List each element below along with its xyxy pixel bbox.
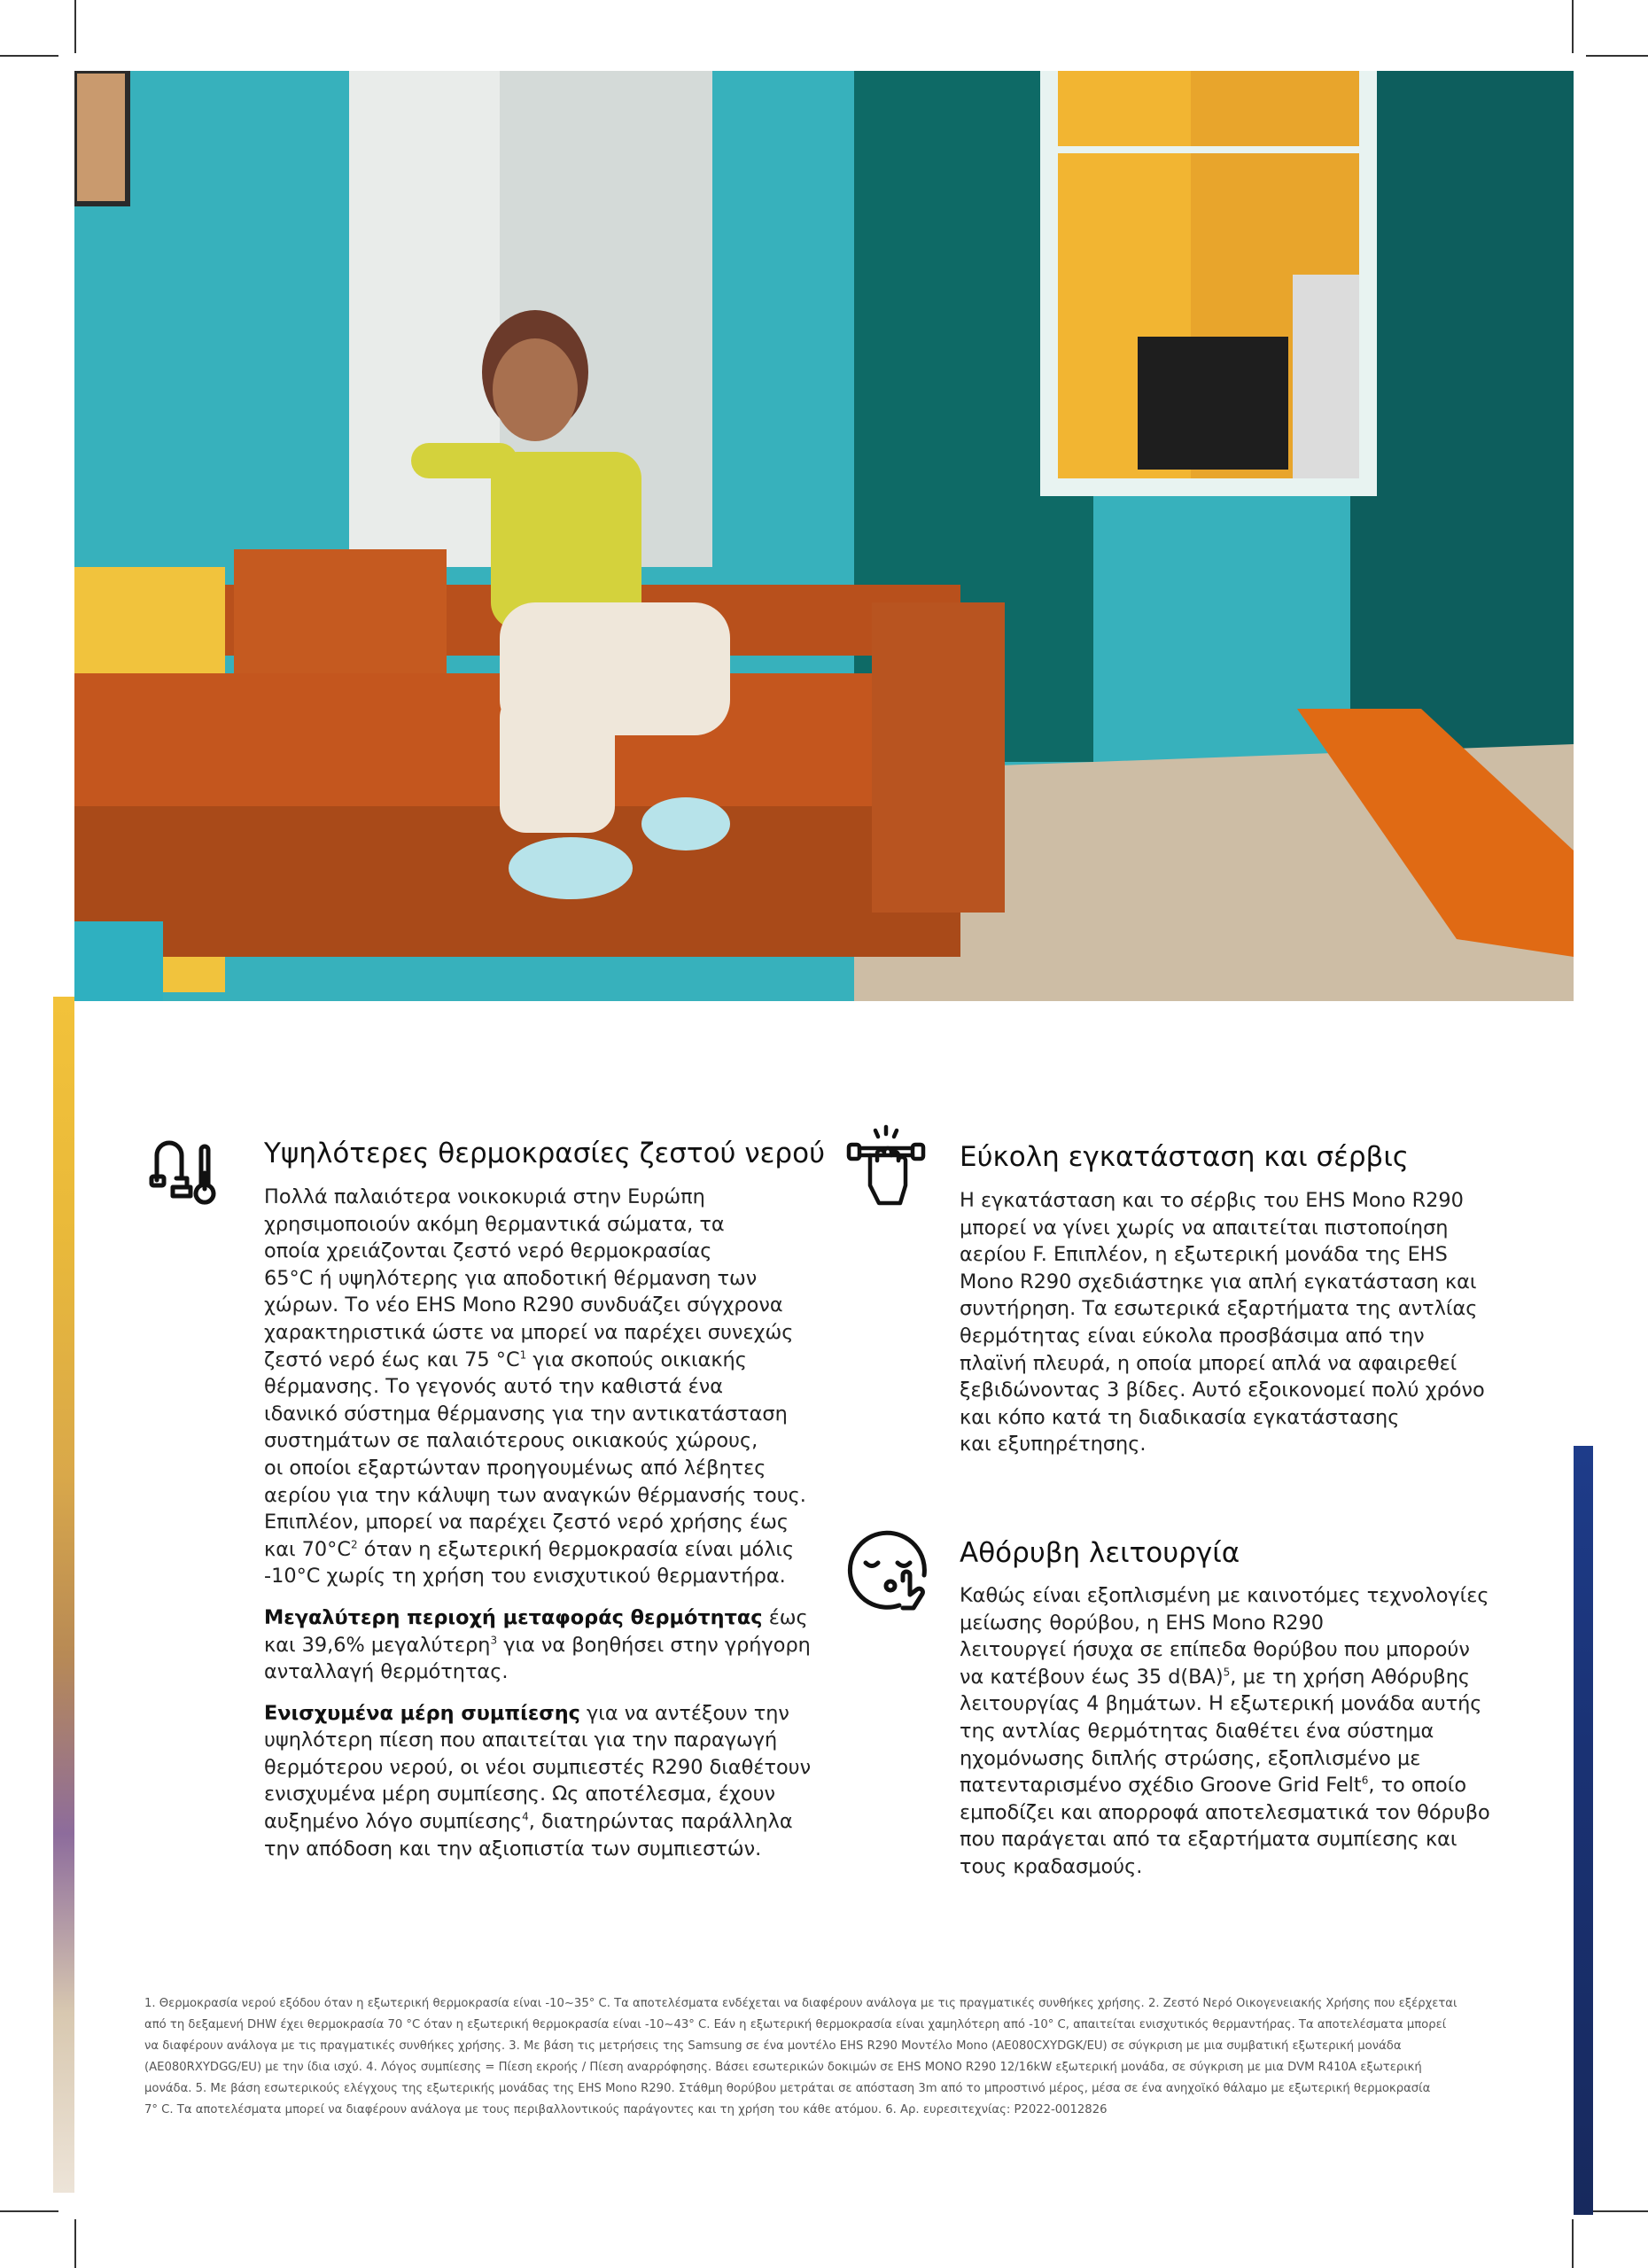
feature-body: [960, 1582, 1527, 1895]
footnote-ref: 6: [1361, 1774, 1369, 1787]
body-line: Πολλά παλαιότερα νοικοκυριά στην Ευρώπη: [264, 1185, 705, 1208]
body-paragraph: [264, 1604, 831, 1686]
crop-mark: [0, 55, 58, 57]
body-line: οι οποίοι εξαρτώνταν προηγουμένως από λέβητες: [264, 1456, 766, 1480]
footnote-ref: 2: [350, 1538, 358, 1551]
body-line: θέρμανσης. Το γεγονός αυτό την καθιστά ένα: [264, 1375, 724, 1399]
body-line: χώρων. Το νέο EHS Mono R290 συνδυάζει σύγχρονα: [264, 1293, 783, 1317]
footnote-line: να διαφέρουν ανάλογα με τις πραγματικές συνθήκες χρήσης. 3. Με βάση τις μετρήσεις της Samsung σε ένα μοντέλο EHS R290 Μοντέλο Mono (AE080CXYDGK/EU) σε σύγκριση με μια συμβατική εξωτερική μονάδα: [144, 2039, 1402, 2053]
body-line: Ενισχυμένα μέρη συμπίεσης για να αντέξουν την: [264, 1701, 789, 1725]
body-paragraph: [264, 1184, 831, 1590]
crop-mark: [1586, 2210, 1648, 2212]
body-line: τους κραδασμούς.: [960, 1854, 1143, 1878]
body-line: αερίου F. Επιπλέον, η εξωτερική μονάδα της EHS: [960, 1243, 1448, 1267]
body-line: ιδανικό σύστημα θέρμανσης για την αντικατάσταση: [264, 1402, 788, 1425]
body-line: θερμότητας είναι εύκολα προσβάσιμα από την: [960, 1324, 1425, 1348]
footnote-line: 7° C. Τα αποτελέσματα μπορεί να διαφέρουν ανάλογα με τους περιβαλλοντικούς παράγοντες και τη χρήση του κάθε ατόμου. 6. Αρ. ευρεσιτεχνίας: P2022-0012826: [144, 2103, 1108, 2117]
living-room-illustration: [74, 71, 1574, 1001]
body-paragraph: [264, 1700, 831, 1863]
body-line: ηχομόνωσης διπλής στρώσης, εξοπλισμένο με: [960, 1746, 1421, 1770]
quiet-face-icon: [846, 1527, 931, 1612]
crop-mark: [0, 2210, 58, 2212]
hero-photo: [74, 71, 1574, 1001]
body-line: συστημάτων σε παλαιότερους οικιακούς χώρους,: [264, 1429, 758, 1453]
footnote-ref: 1: [519, 1348, 527, 1362]
body-line: πατενταρισμένο σχέδιο Groove Grid Felt$^6$, το οποίο: [960, 1774, 1467, 1798]
footnote-line: από τη δεξαμενή DHW έχει θερμοκρασία 70 °C όταν η εξωτερική θερμοκρασία είναι -10~43° C. Εάν η εξωτερική θερμοκρασία είναι χαμηλότερη από -10° C, απαιτείται ενισχυτικός θερμαντήρας. Τα αποτελέσματα μπορεί: [144, 2018, 1447, 2031]
body-line: Η εγκατάσταση και το σέρβις του EHS Mono R290: [960, 1189, 1464, 1212]
body-paragraph: [960, 1582, 1527, 1881]
bold-lead: Ενισχυμένα μέρη συμπίεσης: [264, 1701, 580, 1725]
body-line: Επιπλέον, μπορεί να παρέχει ζεστό νερό χρήσης έως: [264, 1511, 789, 1534]
decorative-strip-right: [1574, 1446, 1593, 2215]
footnote-line: μονάδα. 5. Με βάση εσωτερικούς ελέγχους της εξωτερικής μονάδας της EHS Mono R290. Στάθμη θορύβου μετράται σε απόσταση 3m από το μπροστινό μέρος, μέσα σε ένα ανηχοϊκό θάλαμο με εξωτερική θερμοκρασία: [144, 2082, 1431, 2095]
feature-body: [960, 1187, 1527, 1472]
body-line: αυξημένο λόγο συμπίεσης$^4$, διατηρώντας παράλληλα: [264, 1810, 793, 1834]
body-line: αερίου για την κάλυψη των αναγκών θέρμανσής τους.: [264, 1483, 806, 1507]
crop-mark: [74, 2219, 76, 2268]
body-line: υψηλότερη πίεση που απαιτείται για την παραγωγή: [264, 1728, 778, 1752]
body-line: λειτουργεί ήσυχα σε επίπεδα θορύβου που μπορούν: [960, 1638, 1470, 1662]
body-line: της αντλίας θερμότητας διαθέτει ένα σύστημα: [960, 1719, 1434, 1743]
footnote-line: (AE080RXYDGG/EU) με την ίδια ισχύ. 4. Λόγος συμπίεσης = Πίεση εκροής / Πίεση αναρρόφησης. Βάσει εσωτερικών δοκιμών σε EHS MONO R290 12/16kW εξωτερική μονάδα, σε σύγκριση με μια DVM R410A εξωτερική: [144, 2061, 1422, 2074]
crop-mark: [1572, 2219, 1574, 2268]
body-line: χρησιμοποιούν ακόμη θερμαντικά σώματα, τα: [264, 1212, 725, 1236]
body-line: 65°C ή υψηλότερης για αποδοτική θέρμανση των: [264, 1266, 758, 1290]
body-line: ξεβιδώνοντας 3 βίδες. Αυτό εξοικονομεί πολύ χρόνο: [960, 1379, 1485, 1402]
footnote-ref: 4: [522, 1810, 529, 1823]
crop-mark: [1586, 55, 1648, 57]
body-line: την απόδοση και την αξιοπιστία των συμπιεστών.: [264, 1837, 762, 1860]
body-line: -10°C χωρίς τη χρήση του ενισχυτικού θερμαντήρα.: [264, 1565, 786, 1588]
body-paragraph: [960, 1187, 1527, 1458]
feature-body: [264, 1184, 831, 1876]
body-line: πλαϊνή πλευρά, η οποία μπορεί απλά να αφαιρεθεί: [960, 1351, 1458, 1375]
decorative-strip-left: [53, 997, 74, 2193]
body-line: οποία χρειάζονται ζεστό νερό θερμοκρασίας: [264, 1239, 712, 1263]
faucet-thermometer-icon: [144, 1134, 229, 1219]
hand-wrench-icon: [843, 1123, 929, 1208]
feature-title: Αθόρυβη λειτουργία: [960, 1537, 1240, 1569]
body-line: Μεγαλύτερη περιοχή μεταφοράς θερμότητας έως: [264, 1605, 808, 1629]
body-line: ανταλλαγή θερμότητας.: [264, 1660, 509, 1684]
body-line: εμποδίζει και απορροφά αποτελεσματικά τον θόρυβο: [960, 1800, 1490, 1824]
body-line: Mono R290 σχεδιάστηκε για απλή εγκατάσταση και: [960, 1270, 1477, 1293]
body-line: και $70^\circ C^2$ όταν η εξωτερική θερμοκρασία είναι μόλις: [264, 1537, 795, 1561]
body-line: λειτουργίας 4 βημάτων. Η εξωτερική μονάδα αυτής: [960, 1692, 1482, 1716]
crop-mark: [74, 0, 76, 53]
body-line: ζεστό νερό έως και 75 $^\circ C^1$ για σκοπούς οικιακής: [264, 1348, 747, 1371]
body-line: και εξυπηρέτησης.: [960, 1433, 1147, 1456]
body-line: θερμότερου νερού, οι νέοι συμπιεστές R290 διαθέτουν: [264, 1755, 812, 1779]
body-line: και 39,6% μεγαλύτερη$^3$ για να βοηθήσει στην γρήγορη: [264, 1633, 811, 1657]
footnote-line: 1. Θερμοκρασία νερού εξόδου όταν η εξωτερική θερμοκρασία είναι -10~35° C. Τα αποτελέσματα ενδέχεται να διαφέρουν ανάλογα με τις πραγματικές συνθήκες χρήσης. 2. Ζεστό Νερό Οικογενειακής Χρήσης που εξέρχεται: [144, 1997, 1458, 2010]
body-line: και κόπο κατά τη διαδικασία εγκατάστασης: [960, 1405, 1400, 1429]
feature-title: Εύκολη εγκατάσταση και σέρβις: [960, 1141, 1410, 1173]
body-line: χαρακτηριστικά ώστε να μπορεί να παρέχει συνεχώς: [264, 1320, 794, 1344]
body-line: μείωσης θορύβου, η EHS Mono R290: [960, 1611, 1325, 1635]
footnote-ref: 3: [490, 1634, 498, 1647]
body-line: να κατέβουν έως 35 d(BA)$^5$, με τη χρήση Αθόρυβης: [960, 1665, 1471, 1689]
bold-lead: Μεγαλύτερη περιοχή μεταφοράς θερμότητας: [264, 1605, 763, 1629]
body-line: που παράγεται από τα εξαρτήματα συμπίεσης και: [960, 1828, 1458, 1852]
body-line: συντήρηση. Τα εσωτερικά εξαρτήματα της αντλίας: [960, 1297, 1478, 1321]
feature-title: Υψηλότερες θερμοκρασίες ζεστού νερού: [264, 1138, 826, 1169]
crop-mark: [1572, 0, 1574, 53]
body-line: ενισχυμένα μέρη συμπίεσης. Ως αποτέλεσμα, έχουν: [264, 1783, 776, 1806]
footnote-ref: 5: [1223, 1666, 1231, 1679]
body-line: μπορεί να γίνει χωρίς να απαιτείται πιστοποίηση: [960, 1216, 1449, 1239]
footnotes: [144, 1993, 1504, 2121]
body-line: Καθώς είναι εξοπλισμένη με καινοτόμες τεχνολογίες: [960, 1584, 1489, 1607]
